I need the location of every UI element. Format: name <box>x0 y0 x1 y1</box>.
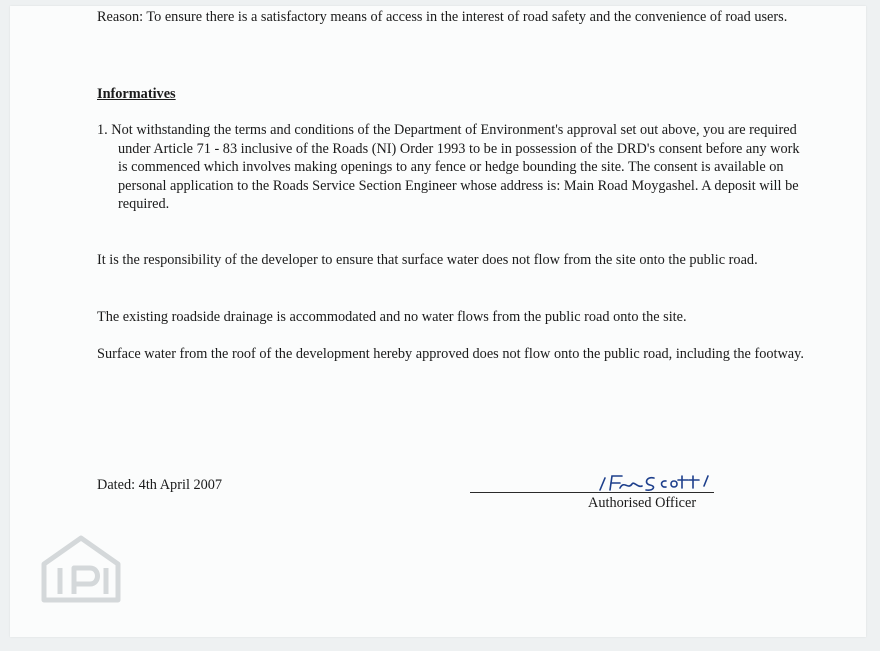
dated-line: Dated: 4th April 2007 <box>97 477 223 493</box>
roof-water-paragraph: Surface water from the roof of the development hereby approved does not flow onto the public road, including the footway. <box>97 346 804 362</box>
document-page <box>10 6 866 637</box>
surface-water-paragraph: It is the responsibility of the developer to ensure that surface water does not flow from the site onto the public road. <box>97 252 758 268</box>
reason-paragraph: Reason: To ensure there is a satisfactory means of access in the interest of road safety and the convenience of road users. <box>97 9 788 25</box>
signature-mark <box>596 468 726 494</box>
signature-line <box>470 492 714 493</box>
informatives-heading: Informatives <box>97 86 176 102</box>
informative-1-paragraph: 1. Not withstanding the terms and conditions of the Department of Environment's approval set out above, you are required under Article 71 - 83 inclusive of the Roads (NI) Order 1993 to be in possession of the DRD's consent before any work is commenced which involves making openings to any fence or hedge bounding the site. The consent is available on personal application to the Roads Service Section Engineer whose address is: Main Road Moygashel. A deposit will be required. <box>97 122 800 213</box>
drainage-paragraph: The existing roadside drainage is accommodated and no water flows from the public road onto the site. <box>97 309 687 325</box>
authorised-officer-label: Authorised Officer <box>588 495 697 511</box>
property-pal-watermark-icon <box>40 534 122 604</box>
